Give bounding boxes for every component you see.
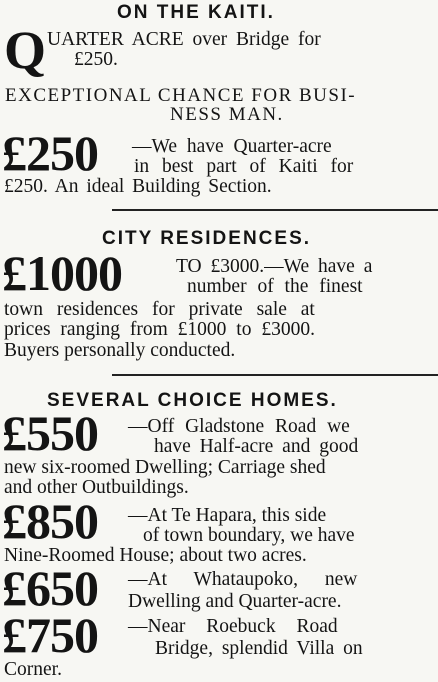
kaiti-text-line-2: £250. [74,49,118,70]
price-750: £750 [2,607,98,663]
listing-550-line-2: have Half-acre and good [154,436,359,457]
divider-rule-2 [112,374,438,376]
heading-exceptional-chance: EXCEPTIONAL CHANCE FOR BUSI- [5,85,357,106]
price-550: £550 [2,405,98,461]
section3-text-line-2: number of the finest [187,276,363,297]
listing-750-line-1: —Near Roebuck Road [128,616,338,637]
section2-text-line-1: —We have Quarter-acre [132,136,332,157]
section3-text-line-1: TO £3000.—We have a [176,256,373,277]
price-650: £650 [2,560,98,616]
listing-650-line-2: Dwelling and Quarter-acre. [128,591,342,612]
price-1000: £1000 [2,245,122,301]
section3-text-line-3: town residences for private sale at [4,299,315,320]
section3-text-line-5: Buyers personally conducted. [4,340,236,361]
listing-550-line-4: and other Outbuildings. [4,477,189,498]
drop-cap-q: Q [4,20,47,80]
section2-text-line-2: in best part of Kaiti for [134,156,354,177]
heading-several-choice-homes: SEVERAL CHOICE HOMES. [47,390,338,411]
listing-850-line-3: Nine-Roomed House; about two acres. [4,545,307,566]
divider-rule-1 [112,209,438,211]
heading-city-residences: CITY RESIDENCES. [102,228,312,249]
listing-850-line-2: of town boundary, we have [143,525,355,546]
price-850: £850 [2,493,98,549]
section3-text-line-4: prices ranging from £1000 to £3000. [4,319,315,340]
section2-text-line-3: £250. An ideal Building Section. [4,176,272,197]
kaiti-text-line-1: UARTER ACRE over Bridge for [47,29,321,50]
heading-on-the-kaiti: ON THE KAITI. [117,2,275,23]
listing-550-line-1: —Off Gladstone Road we [128,416,350,437]
listing-750-line-3: Corner. [4,659,62,680]
heading-exceptional-chance-line-2: NESS MAN. [170,104,284,125]
listing-750-line-2: Bridge, splendid Villa on [155,638,363,659]
listing-850-line-1: —At Te Hapara, this side [128,505,327,526]
listing-650-line-1: —At Whataupoko, new [128,569,358,590]
price-250: £250 [2,125,98,181]
listing-550-line-3: new six-roomed Dwelling; Carriage shed [4,457,326,478]
